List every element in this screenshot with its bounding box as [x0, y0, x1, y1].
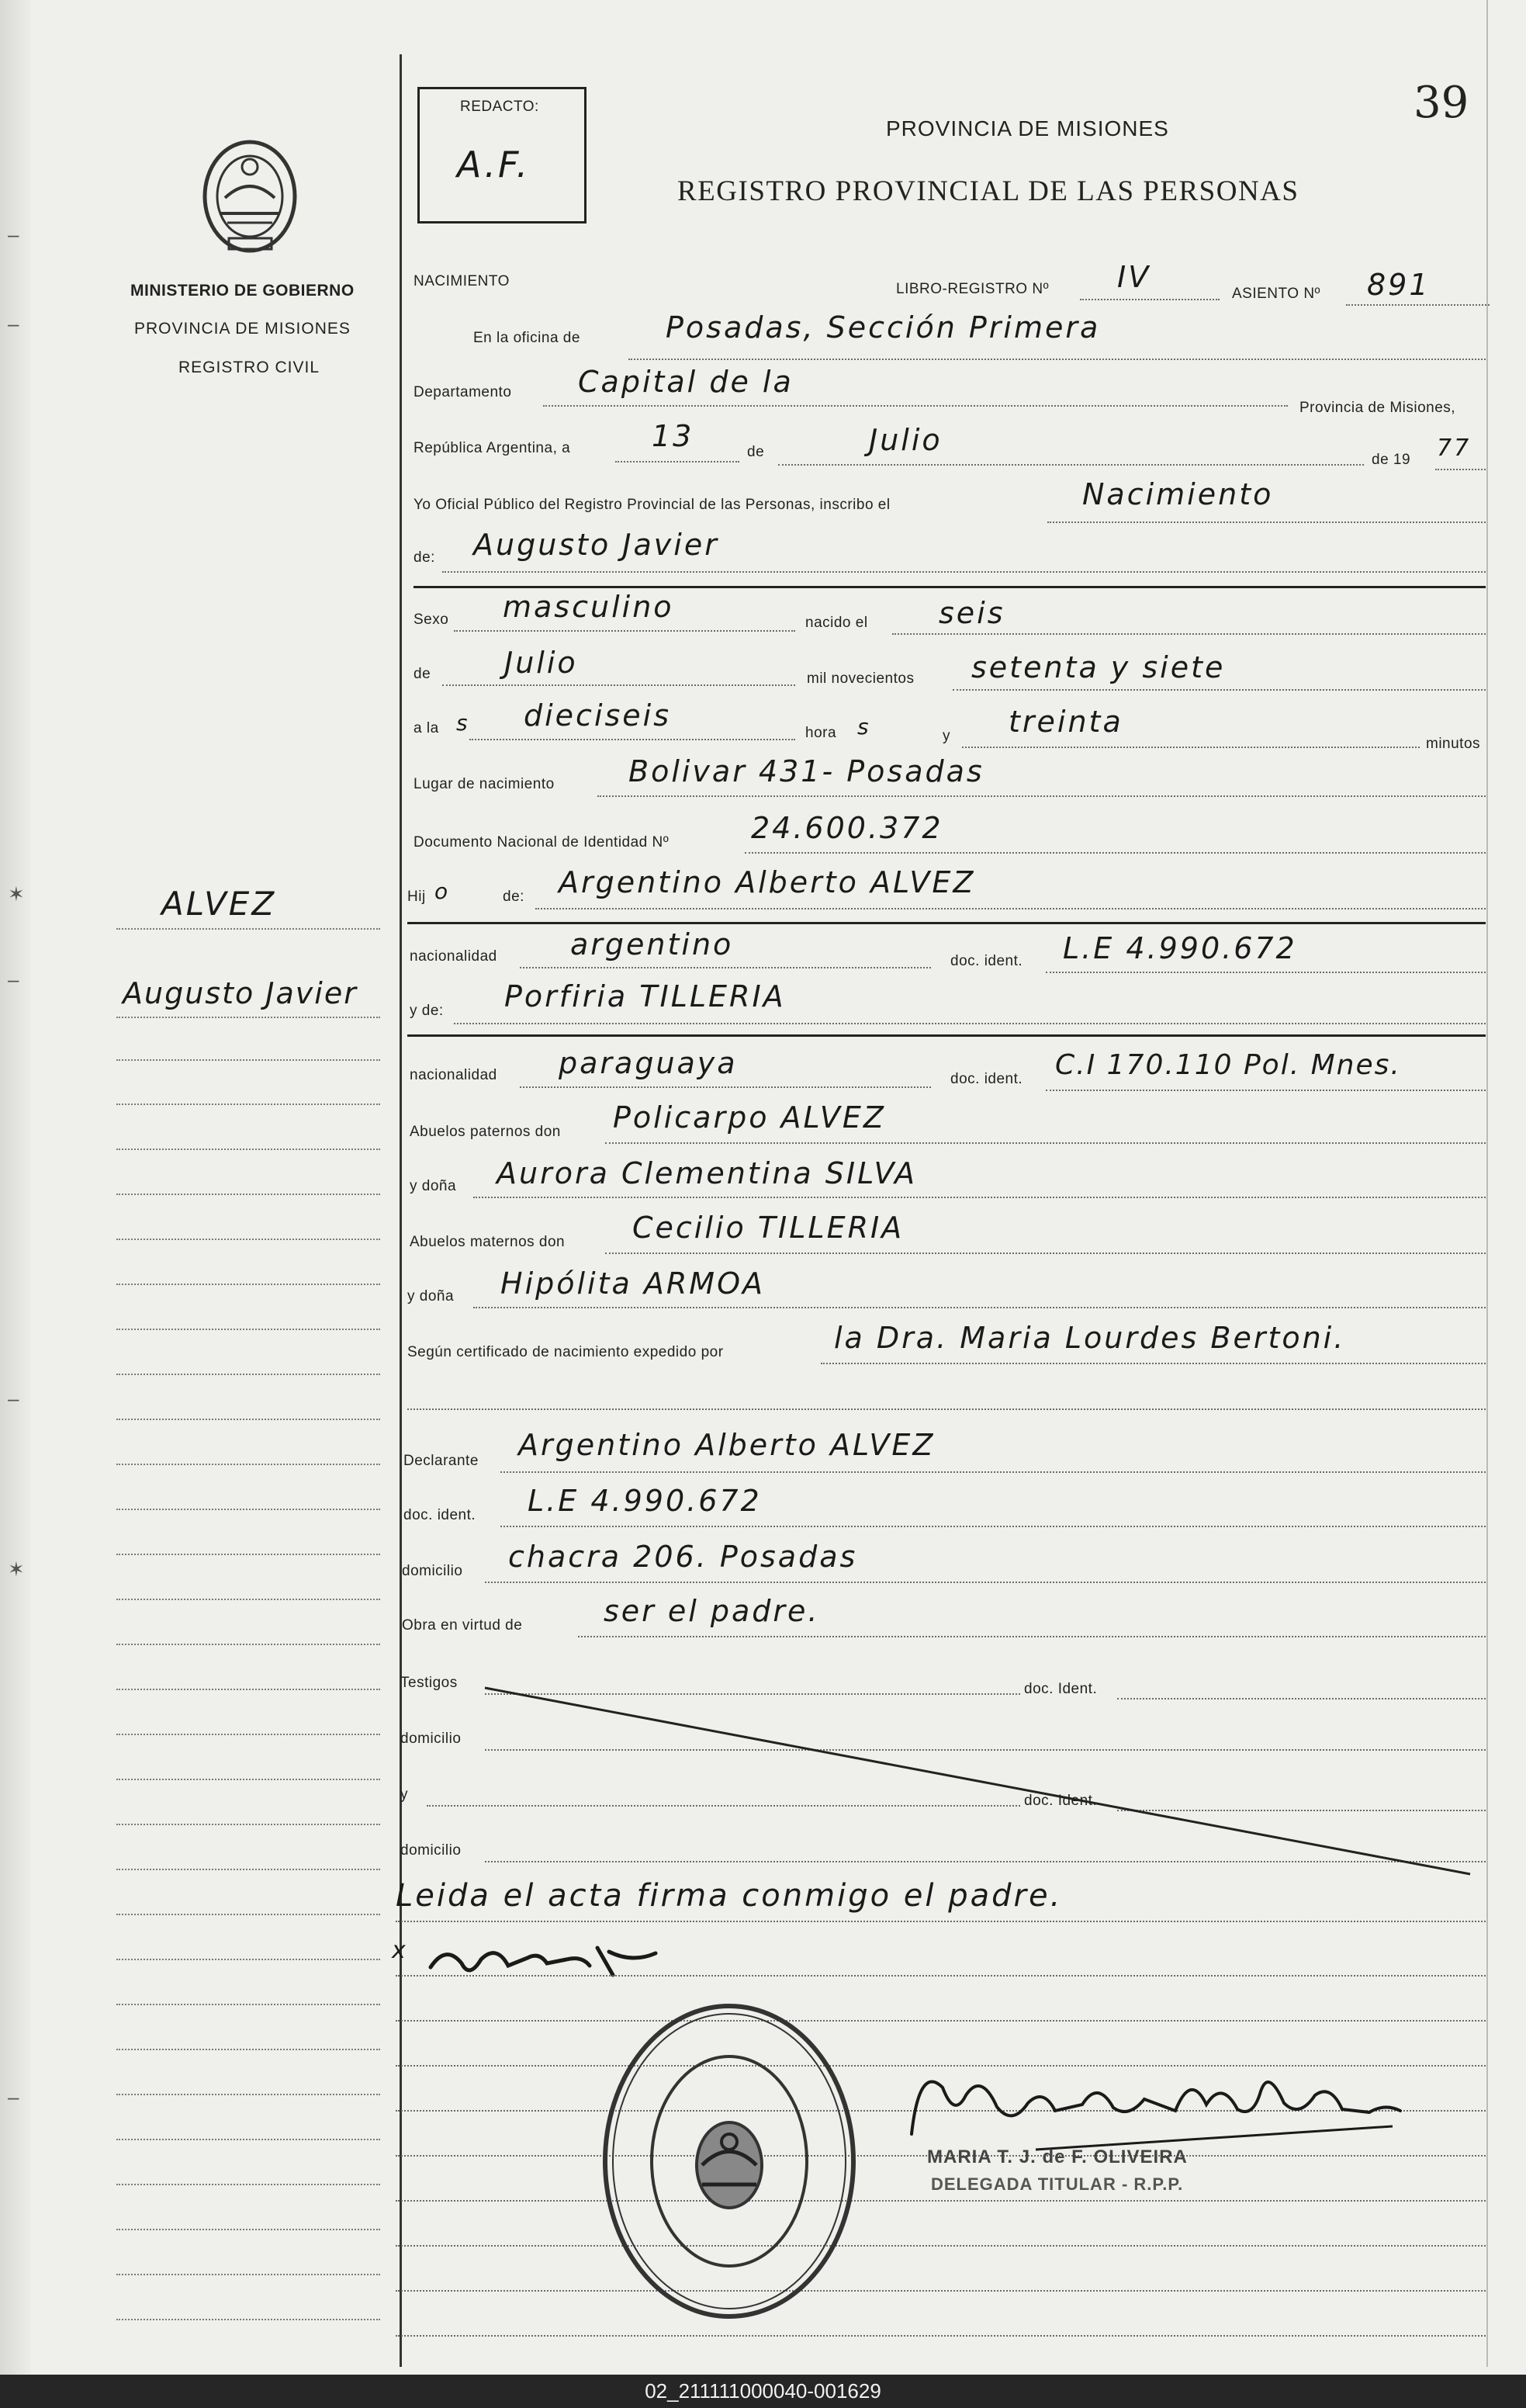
nac-madre-value: paraguaya: [559, 1046, 738, 1080]
official-signature-icon: [896, 2049, 1408, 2157]
binding-hole-icon: ✶: [8, 882, 25, 906]
hijo-suffix: o: [434, 878, 451, 904]
de3-label: de:: [503, 889, 524, 905]
domicilio-value: chacra 206. Posadas: [508, 1540, 858, 1574]
domicilio-label-2: domicilio: [400, 1731, 462, 1747]
margin-given-names: Augusto Javier: [123, 976, 358, 1010]
doc-padre-value: L.E 4.990.672: [1063, 931, 1297, 965]
binding-hole-icon: –: [8, 2085, 19, 2108]
margin-surname: ALVEZ: [161, 885, 277, 923]
minutos-value: treinta: [1009, 705, 1123, 739]
doc-label-2: doc. ident.: [950, 1071, 1023, 1087]
provincia-suffix: Provincia de Misiones,: [1299, 400, 1456, 416]
lugar-label: Lugar de nacimiento: [414, 776, 555, 792]
doc-label-3: doc. ident.: [403, 1507, 476, 1523]
oficial-text: Yo Oficial Público del Registro Provincial de las Personas, inscribo el: [414, 497, 891, 513]
abuelo-pat-value: Policarpo ALVEZ: [613, 1100, 886, 1135]
abuela-mat-value: Hipólita ARMOA: [500, 1266, 765, 1301]
binding-hole-icon: –: [8, 223, 19, 246]
x-mark: x: [392, 1937, 408, 1964]
hijo-label: Hij: [407, 889, 426, 905]
oficina-label: En la oficina de: [473, 330, 580, 346]
lugar-value: Bolivar 431- Posadas: [628, 754, 984, 788]
de-name-label: de:: [414, 549, 435, 566]
de-label: de: [747, 444, 765, 460]
de2-label: de: [414, 666, 431, 682]
asiento-label: ASIENTO Nº: [1232, 286, 1320, 302]
dni-value: 24.600.372: [751, 811, 943, 845]
nac-label-2: nacionalidad: [410, 1067, 497, 1083]
anio-nac-value: setenta y siete: [971, 650, 1226, 684]
closing-text: Leida el acta firma conmigo el padre.: [396, 1878, 1063, 1914]
nac-label-1: nacionalidad: [410, 948, 497, 965]
mil-label: mil novecientos: [807, 670, 915, 687]
declarante-label: Declarante: [403, 1453, 479, 1469]
abuelo-mat-value: Cecilio TILLERIA: [632, 1211, 905, 1245]
domicilio-label-3: domicilio: [400, 1842, 462, 1859]
hora-value: dieciseis: [524, 698, 672, 733]
registro-civil-label: REGISTRO CIVIL: [178, 359, 320, 376]
sexo-value: masculino: [503, 590, 674, 624]
certificado-label: Según certificado de nacimiento expedido por: [407, 1344, 724, 1360]
ydona-label-2: y doña: [407, 1288, 455, 1304]
redacto-value: A.F.: [457, 144, 531, 185]
libro-value: IV: [1117, 260, 1151, 294]
horas-label: hora: [805, 725, 837, 741]
nac-padre-value: argentino: [570, 927, 734, 961]
image-id-bar: [0, 2375, 1526, 2408]
anio-value: 77: [1437, 435, 1472, 462]
mes-value: Julio: [869, 423, 943, 457]
binding-hole-icon: –: [8, 968, 19, 991]
oficina-value: Posadas, Sección Primera: [666, 310, 1101, 345]
domicilio-label-1: domicilio: [402, 1563, 463, 1579]
name-value: Augusto Javier: [473, 528, 719, 562]
binding-edge: [0, 0, 31, 2375]
redacto-label: REDACTO:: [460, 99, 539, 115]
testigos-label: Testigos: [400, 1675, 458, 1691]
y-label-2: y: [400, 1786, 408, 1803]
doc-ident-label-a: doc. Ident.: [1024, 1681, 1098, 1697]
official-seal-icon: [597, 1998, 861, 2324]
strike-line: [481, 1684, 1490, 1886]
header-province: PROVINCIA DE MISIONES: [886, 116, 1169, 140]
de19-label: de 19: [1372, 452, 1411, 468]
abuela-pat-value: Aurora Clementina SILVA: [497, 1156, 917, 1190]
y-label: y: [943, 728, 950, 744]
provincia-label: PROVINCIA DE MISIONES: [134, 320, 351, 338]
dni-label: Documento Nacional de Identidad Nº: [414, 834, 670, 851]
image-id: 02_211111000040-001629: [645, 2379, 881, 2403]
coat-of-arms-icon: [198, 136, 303, 256]
republica-label: República Argentina, a: [414, 440, 571, 456]
inscribo-value: Nacimiento: [1082, 477, 1274, 511]
right-edge-line: [1486, 0, 1488, 2367]
declarante-value: Argentino Alberto ALVEZ: [518, 1428, 936, 1462]
ydona-label-1: y doña: [410, 1178, 457, 1194]
obra-label: Obra en virtud de: [402, 1617, 523, 1634]
doc-ident-label-b: doc. Ident.: [1024, 1793, 1098, 1809]
doc-declarante-value: L.E 4.990.672: [528, 1484, 762, 1518]
dia-value: 13: [652, 419, 694, 453]
departamento-value: Capital de la: [578, 365, 794, 399]
nacido-value: seis: [939, 596, 1005, 630]
mes-nac-value: Julio: [504, 646, 578, 680]
abuelos-pat-label: Abuelos paternos don: [410, 1124, 561, 1140]
madre-value: Porfiria TILLERIA: [504, 979, 786, 1013]
asiento-value: 891: [1367, 268, 1431, 302]
declarant-signature-icon: [423, 1936, 679, 1990]
ala-label: a la: [414, 720, 439, 736]
sexo-label: Sexo: [414, 612, 449, 628]
certificado-value: la Dra. Maria Lourdes Bertoni.: [834, 1321, 1346, 1355]
binding-hole-icon: –: [8, 1387, 19, 1410]
ala-suffix: s: [456, 710, 470, 736]
libro-label: LIBRO-REGISTRO Nº: [896, 281, 1050, 297]
binding-hole-icon: –: [8, 312, 19, 335]
departamento-label: Departamento: [414, 384, 512, 400]
minutos-label: minutos: [1426, 736, 1481, 752]
doc-label-1: doc. ident.: [950, 953, 1023, 969]
header-title: REGISTRO PROVINCIAL DE LAS PERSONAS: [677, 175, 1299, 207]
redacto-box: [417, 87, 587, 223]
official-role: DELEGADA TITULAR - R.P.P.: [931, 2174, 1184, 2194]
horas-suffix: s: [857, 714, 871, 740]
doc-madre-value: C.I 170.110 Pol. Mnes.: [1055, 1049, 1401, 1081]
nacido-label: nacido el: [805, 615, 868, 631]
ministerio-label: MINISTERIO DE GOBIERNO: [130, 282, 355, 300]
official-name: MARIA T. J. de F. OLIVEIRA: [927, 2146, 1188, 2167]
nacimiento-label: NACIMIENTO: [414, 273, 510, 289]
yde-label: y de:: [410, 1003, 444, 1019]
page-number: 39: [1414, 78, 1469, 128]
obra-value: ser el padre.: [604, 1594, 820, 1628]
binding-hole-icon: ✶: [8, 1557, 25, 1581]
abuelos-mat-label: Abuelos maternos don: [410, 1234, 566, 1250]
padre-value: Argentino Alberto ALVEZ: [559, 865, 976, 899]
